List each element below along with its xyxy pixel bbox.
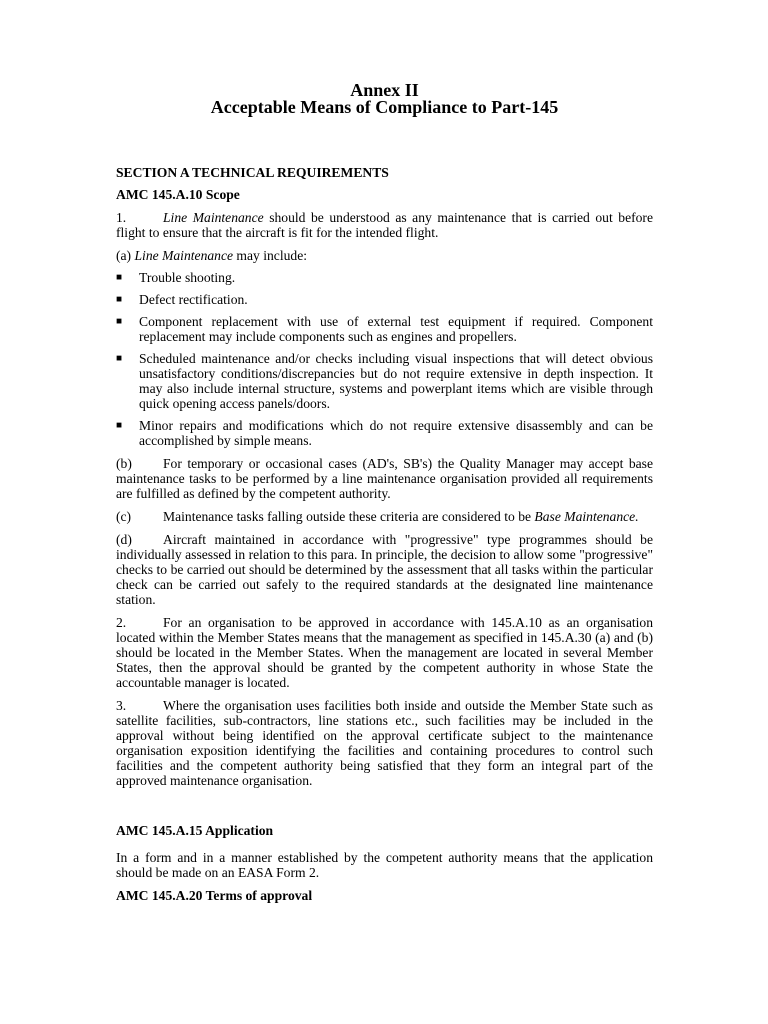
bullet-icon: ■ [116, 353, 123, 364]
list-item-text: Minor repairs and modifications which do not require extensive disassembly and can be accomplished by simple means. [139, 418, 653, 448]
amc-15-paragraph: In a form and in a manner established by the competent authority means that the application should be made on an EASA Form 2. [116, 850, 653, 880]
list-item [116, 270, 653, 285]
paragraph-1-italic: Line Maintenance [163, 210, 264, 225]
list-item [116, 314, 653, 344]
list-item [116, 292, 653, 307]
bullet-icon: ■ [116, 420, 123, 431]
paragraph-2-text: For an organisation to be approved in accordance with 145.A.10 as an organisation located within the Member States means that the management as specified in 145.A.30 (a) and (b) should be located in the Member States. When the management are located in several Member States, then the approval should be granted by the competent authority in whose State the accountable manager is located. [116, 615, 653, 690]
annex-title [116, 82, 653, 116]
paragraph-a-prefix: (a) [116, 248, 135, 263]
page-content [116, 82, 653, 903]
paragraph-3-text: Where the organisation uses facilities both inside and outside the Member State such as satellite facilities, sub-contractors, line stations etc., such facilities may be included in the approval without being identified on the approval certificate subject to the maintenance organisation exposition identifying the facilities and containing procedures to control such facilities and the competent authority being satisfied that they form an integral part of the approved maintenance organisation. [116, 698, 653, 788]
bullet-icon: ■ [116, 272, 123, 283]
paragraph-d-number: (d) [116, 532, 132, 547]
paragraph-2-number: 2. [116, 615, 127, 630]
amc-20-heading: AMC 145.A.20 Terms of approval [116, 888, 313, 903]
paragraph-a-italic: Line Maintenance [134, 248, 234, 263]
amc-15-heading: AMC 145.A.15 Application [116, 823, 274, 838]
title-line-2: Acceptable Means of Compliance to Part-145 [210, 97, 559, 117]
bullet-icon: ■ [116, 316, 123, 327]
paragraph-d [116, 532, 653, 607]
bullet-icon: ■ [116, 294, 123, 305]
paragraph-d-text: Aircraft maintained in accordance with "progressive" type programmes should be individually assessed in relation to this para. In principle, the decision to allow some "progressive" checks to be carried out should be determined by the assessment that all tasks within the particular check can be carried out safely to the required standards at the designated line maintenance station. [116, 532, 653, 607]
list-item-text: Component replacement with use of external test equipment if required. Component replacement may include components such as engines and propellers. [139, 314, 653, 344]
paragraph-c-text: Maintenance tasks falling outside these criteria are considered to be [163, 509, 535, 524]
paragraph-1-number: 1. [116, 210, 127, 225]
section-heading: SECTION A TECHNICAL REQUIREMENTS [116, 165, 389, 180]
list-item-text: Scheduled maintenance and/or checks including visual inspections that will detect obvious unsatisfactory conditions/discrepancies but do not require extensive in depth inspection. It may also include internal structure, systems and powerplant items which are visible through quick opening access panels/doors. [139, 351, 653, 411]
paragraph-3-number: 3. [116, 698, 127, 713]
paragraph-1-text: should be understood as any maintenance that is carried out before flight to ensure that the aircraft is fit for the intended flight. [116, 210, 653, 240]
list-item-text: Trouble shooting. [139, 270, 236, 285]
list-item-text: Defect rectification. [139, 292, 248, 307]
paragraph-a [116, 248, 653, 263]
list-item [116, 351, 653, 411]
paragraph-c [116, 509, 653, 524]
paragraph-1 [116, 210, 653, 240]
paragraph-3 [116, 698, 653, 788]
paragraph-a-text: may include: [233, 248, 308, 263]
title-line-1: Annex II [350, 80, 419, 100]
paragraph-c-number: (c) [116, 509, 132, 524]
list-item [116, 418, 653, 448]
paragraph-b [116, 456, 653, 501]
paragraph-c-italic: Base Maintenance. [534, 509, 639, 524]
paragraph-2 [116, 615, 653, 690]
paragraph-b-text: For temporary or occasional cases (AD's, SB's) the Quality Manager may accept base maintenance tasks to be performed by a line maintenance organisation provided all requirements are fulfilled as defined by the competent authority. [116, 456, 653, 501]
amc-10-heading: AMC 145.A.10 Scope [116, 187, 240, 202]
paragraph-b-number: (b) [116, 456, 132, 471]
line-maintenance-list [116, 270, 653, 448]
